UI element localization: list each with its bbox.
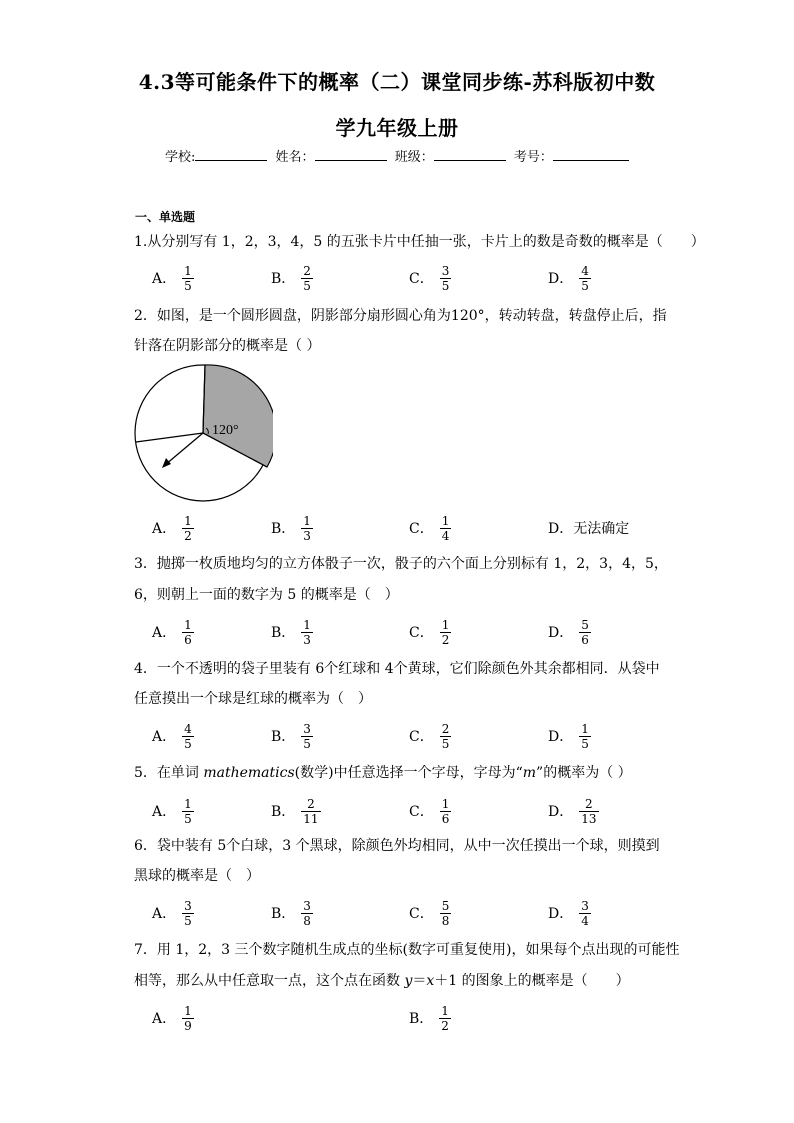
denominator: 5 [184,811,192,826]
option-label: B． [271,729,296,745]
denominator: 2 [184,528,192,543]
stem-text: ＋1 的图象上的概率是（ ） [434,973,630,989]
stem-text: (数学)中任意选择一个字母，字母为“ [294,765,523,781]
option-b[interactable] [271,718,313,754]
stem-italic-var: x [426,973,435,989]
name-field[interactable] [315,146,387,161]
fraction [440,722,452,751]
numerator: 1 [184,796,192,811]
class-field[interactable] [434,146,506,161]
denominator: 8 [441,913,450,928]
spinner-wheel-figure [133,362,273,506]
option-c[interactable] [409,260,451,296]
fraction [301,618,313,647]
numerator: 1 [184,513,192,528]
denominator: 2 [441,632,450,647]
question-3-stem-line1: 3．抛掷一枚质地均匀的立方体骰子一次，骰子的六个面上分别标有 1，2，3，4，5， [134,556,668,572]
denominator: 5 [581,736,589,751]
fraction [182,797,194,826]
question-6-stem-line2: 黑球的概率是（ ） [134,868,260,884]
fraction [301,264,313,293]
option-label: C． [409,804,434,820]
fraction [301,899,313,928]
fraction [182,514,194,543]
angle-label: 120° [212,423,239,438]
exam-number-label: 考号： [513,150,553,165]
denominator: 5 [303,278,311,293]
question-1-stem: 1.从分别写有 1，2，3，4，5 的五张卡片中任抽一张，卡片上的数是奇数的概率是（ ） [134,234,705,250]
exam-number-field[interactable] [553,146,629,161]
numerator: 2 [441,721,450,736]
option-label: B． [271,271,296,287]
option-a[interactable] [152,260,194,296]
option-c[interactable] [409,614,451,650]
option-label: B． [271,906,296,922]
denominator: 9 [184,1018,192,1033]
option-c[interactable] [409,718,451,754]
fraction [440,797,452,826]
option-d[interactable] [548,895,591,931]
stem-text: ”的概率为（ ） [536,765,632,781]
question-4-stem-line2: 任意摸出一个球是红球的概率为（ ） [134,691,372,707]
numerator: 1 [303,513,311,528]
page-title-line1: 4.3等可能条件下的概率（二）课堂同步练-苏科版初中数 [138,70,656,94]
stem-italic-var: y [404,973,413,989]
option-label: A． [152,804,177,820]
section-title: 一、单选题 [135,210,196,224]
numerator: 1 [581,721,589,736]
denominator: 5 [184,736,192,751]
option-label: D． [548,804,574,820]
option-label: B． [271,625,296,641]
fraction [579,618,591,647]
option-label: C． [409,625,434,641]
numerator: 3 [441,263,450,278]
fraction [440,264,452,293]
numerator: 1 [184,263,192,278]
option-d[interactable] [548,614,591,650]
option-label: C． [409,729,434,745]
numerator: 3 [303,721,311,736]
denominator: 5 [581,278,589,293]
denominator: 8 [303,913,311,928]
denominator: 5 [441,736,450,751]
denominator: 5 [441,278,450,293]
fraction [579,264,591,293]
numerator: 5 [581,617,589,632]
option-b[interactable] [271,614,313,650]
numerator: 4 [184,721,192,736]
numerator: 1 [441,1003,449,1018]
numerator: 5 [441,898,450,913]
fraction [579,797,598,826]
numerator: 3 [303,898,311,913]
question-2-stem-line2: 针落在阴影部分的概率是（ ） [134,338,321,354]
option-label: D． [548,625,574,641]
fraction [440,514,452,543]
fraction [440,618,452,647]
fraction [182,264,194,293]
option-d[interactable] [548,718,591,754]
question-3-options [152,614,712,650]
option-label: A． [152,906,177,922]
option-text: 无法确定 [573,521,630,537]
numerator: 3 [184,898,192,913]
student-info-row [165,146,633,165]
denominator: 2 [441,1018,449,1033]
stem-text: ＝ [412,973,427,989]
option-b[interactable] [271,793,321,829]
option-label: C． [409,521,434,537]
question-5-stem [134,759,632,787]
fraction [182,618,194,647]
question-5-options [152,793,712,829]
stem-italic-word: mathematics [203,765,295,781]
option-c[interactable] [409,793,451,829]
option-a[interactable] [152,510,194,546]
option-a[interactable] [152,614,194,650]
option-label: D． [548,271,574,287]
numerator: 1 [441,617,450,632]
denominator: 4 [441,528,450,543]
question-6-options [152,895,712,931]
denominator: 5 [303,736,311,751]
option-label: B． [409,1011,434,1027]
option-a[interactable] [152,793,194,829]
option-d[interactable] [548,260,591,296]
school-field[interactable] [195,146,267,161]
numerator: 1 [441,796,450,811]
question-2-stem-line1: 2．如图，是一个圆形圆盘，阴影部分扇形圆心角为120°，转动转盘，转盘停止后，指 [134,308,667,324]
fraction [440,899,452,928]
stem-text: 5．在单词 [134,765,204,781]
question-7-stem-line1: 7．用 1，2，3 三个数字随机生成点的坐标(数字可重复使用)，如果每个点出现的可能性 [134,942,680,958]
option-b[interactable] [271,895,313,931]
option-c[interactable] [409,895,451,931]
fraction [182,1004,194,1033]
option-label: A． [152,271,177,287]
option-b[interactable] [409,1000,451,1036]
denominator: 4 [581,913,589,928]
option-label: D． [548,906,574,922]
school-label: 学校: [165,150,196,165]
question-6-stem-line1: 6．袋中装有 5个白球，3 个黑球，除颜色外均相同，从中一次任摸出一个球，则摸到 [134,838,660,854]
option-a[interactable] [152,895,194,931]
stem-italic-letter: m [522,765,537,781]
page-title-line2: 学九年级上册 [335,116,459,140]
denominator: 6 [441,811,450,826]
fraction [301,514,313,543]
option-label: B． [271,804,296,820]
option-label: D． [548,729,574,745]
fraction [439,1004,451,1033]
stem-text: 相等，那么从中任意取一点，这个点在函数 [134,973,405,989]
option-b[interactable] [271,510,313,546]
numerator: 1 [303,617,311,632]
fraction [182,899,194,928]
numerator: 4 [581,263,589,278]
fraction [301,797,320,826]
denominator: 6 [581,632,589,647]
option-label: A． [152,521,177,537]
fraction [301,722,313,751]
fraction [182,722,194,751]
numerator: 2 [303,263,311,278]
question-7-options [152,1000,712,1036]
option-label: A． [152,625,177,641]
numerator: 1 [441,513,450,528]
denominator: 5 [184,278,192,293]
denominator: 13 [581,811,597,826]
question-1-options [152,260,712,296]
numerator: 1 [184,1003,192,1018]
numerator: 1 [184,617,192,632]
denominator: 11 [303,811,319,826]
denominator: 3 [303,528,311,543]
numerator: 2 [307,796,315,811]
name-label: 姓名： [275,150,315,165]
question-4-options [152,718,712,754]
option-label: A． [152,729,177,745]
denominator: 6 [184,632,192,647]
option-d[interactable] [548,793,599,829]
option-d[interactable] [548,510,629,546]
option-label: C． [409,271,434,287]
option-a[interactable] [152,718,194,754]
option-label: B． [271,521,296,537]
option-a[interactable] [152,1000,194,1036]
option-label: C． [409,906,434,922]
option-label: D． [548,521,574,537]
numerator: 2 [585,796,593,811]
denominator: 5 [184,913,192,928]
option-b[interactable] [271,260,313,296]
question-3-stem-line2: 6，则朝上一面的数字为 5 的概率是（ ） [134,587,399,603]
fraction [579,722,591,751]
question-4-stem-line1: 4．一个不透明的袋子里装有 6个红球和 4个黄球，它们除颜色外其余都相同．从袋中 [134,661,660,677]
denominator: 3 [303,632,311,647]
class-label: 班级： [394,150,434,165]
option-label: A． [152,1011,177,1027]
option-c[interactable] [409,510,451,546]
numerator: 3 [581,898,589,913]
question-7-stem-line2 [134,967,630,995]
fraction [579,899,591,928]
question-2-options [152,510,712,546]
